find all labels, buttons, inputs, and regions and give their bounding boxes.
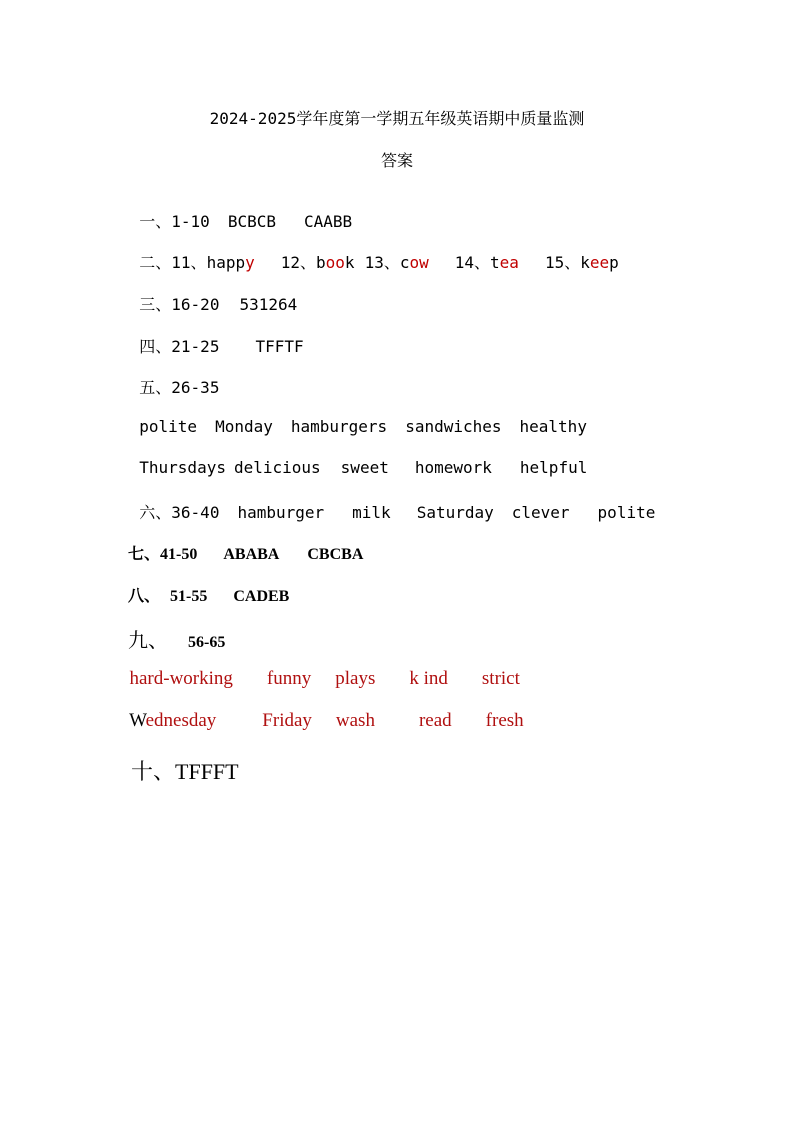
section-2-label: 二、 bbox=[139, 253, 172, 272]
section-1-answer-a: BCBCB bbox=[227, 212, 276, 231]
document-title: 2024-2025学年度第一学期五年级英语期中质量监测 bbox=[209, 109, 585, 128]
section-8-answer: CADEB bbox=[233, 588, 290, 605]
word: fresh bbox=[485, 710, 524, 731]
section-10-answer: TFFFT bbox=[175, 759, 239, 784]
section-3: 三、16-20 531264 bbox=[139, 295, 298, 314]
word: Wednesday bbox=[129, 710, 217, 731]
word: Saturday bbox=[416, 503, 494, 522]
s2-item-15: 15、keep bbox=[544, 253, 619, 272]
answer-heading: 答案 bbox=[380, 151, 413, 170]
word: wash bbox=[335, 710, 375, 731]
word: delicious bbox=[233, 458, 321, 477]
section-6-range: 36-40 bbox=[171, 503, 220, 522]
section-8: 八、 51-55 CADEB bbox=[128, 586, 290, 605]
section-9-row-1 bbox=[120, 646, 520, 690]
word: helpful bbox=[519, 458, 588, 477]
word: k ind bbox=[409, 668, 448, 689]
s2-item-11: 11、happy bbox=[171, 253, 255, 272]
section-4-range: 21-25 bbox=[171, 337, 220, 356]
section-4-answer: TFFTF bbox=[255, 337, 304, 356]
word: polite bbox=[597, 503, 656, 522]
word: polite bbox=[139, 417, 198, 436]
section-3-answer: 531264 bbox=[239, 295, 298, 314]
section-4: 四、21-25 TFFTF bbox=[139, 337, 304, 356]
section-5-row-1 bbox=[120, 398, 587, 436]
section-3-range: 16-20 bbox=[171, 295, 220, 314]
word: homework bbox=[414, 458, 492, 477]
section-2 bbox=[120, 231, 619, 273]
section-5: 五、26-35 bbox=[139, 378, 220, 397]
section-6: 六、36-40 hamburger milk Saturday clever polite bbox=[139, 503, 656, 522]
section-10: 十、TFFFT bbox=[131, 759, 239, 785]
word: hamburgers bbox=[290, 417, 388, 436]
word: Thursdays bbox=[139, 458, 226, 477]
section-1-answer-b: CAABB bbox=[303, 212, 353, 231]
word: sandwiches bbox=[405, 417, 502, 436]
word: read bbox=[418, 710, 452, 731]
section-9: 九、 56-65 bbox=[128, 628, 226, 652]
section-1-range: 1-10 bbox=[171, 212, 210, 231]
section-9-row-2 bbox=[120, 688, 524, 732]
section-7-answer-a: ABABA bbox=[223, 546, 280, 563]
s2-item-14: 14、tea bbox=[454, 253, 519, 272]
word: funny bbox=[266, 668, 312, 689]
section-1-label: 一、 bbox=[139, 212, 172, 231]
word: clever bbox=[511, 503, 570, 522]
word: plays bbox=[335, 668, 376, 689]
word: healthy bbox=[519, 417, 587, 436]
section-7-range: 41-50 bbox=[160, 546, 198, 563]
word: hamburger bbox=[237, 503, 325, 522]
section-7-answer-b: CBCBA bbox=[307, 546, 364, 563]
word: sweet bbox=[340, 458, 389, 477]
word: hard-working bbox=[129, 668, 233, 689]
section-5-range: 26-35 bbox=[171, 378, 220, 397]
word: strict bbox=[481, 668, 520, 689]
s2-item-12: 12、book bbox=[280, 253, 355, 272]
section-1 bbox=[120, 190, 352, 232]
word: Friday bbox=[262, 710, 312, 731]
word: milk bbox=[352, 503, 391, 522]
s2-item-13: 13、cow bbox=[364, 253, 429, 272]
section-9-range: 56-65 bbox=[188, 634, 226, 651]
section-8-range: 51-55 bbox=[170, 588, 208, 605]
section-5-row-2 bbox=[120, 439, 587, 477]
section-7: 七、41-50 ABABA CBCBA bbox=[128, 544, 364, 563]
word: Monday bbox=[215, 417, 273, 436]
